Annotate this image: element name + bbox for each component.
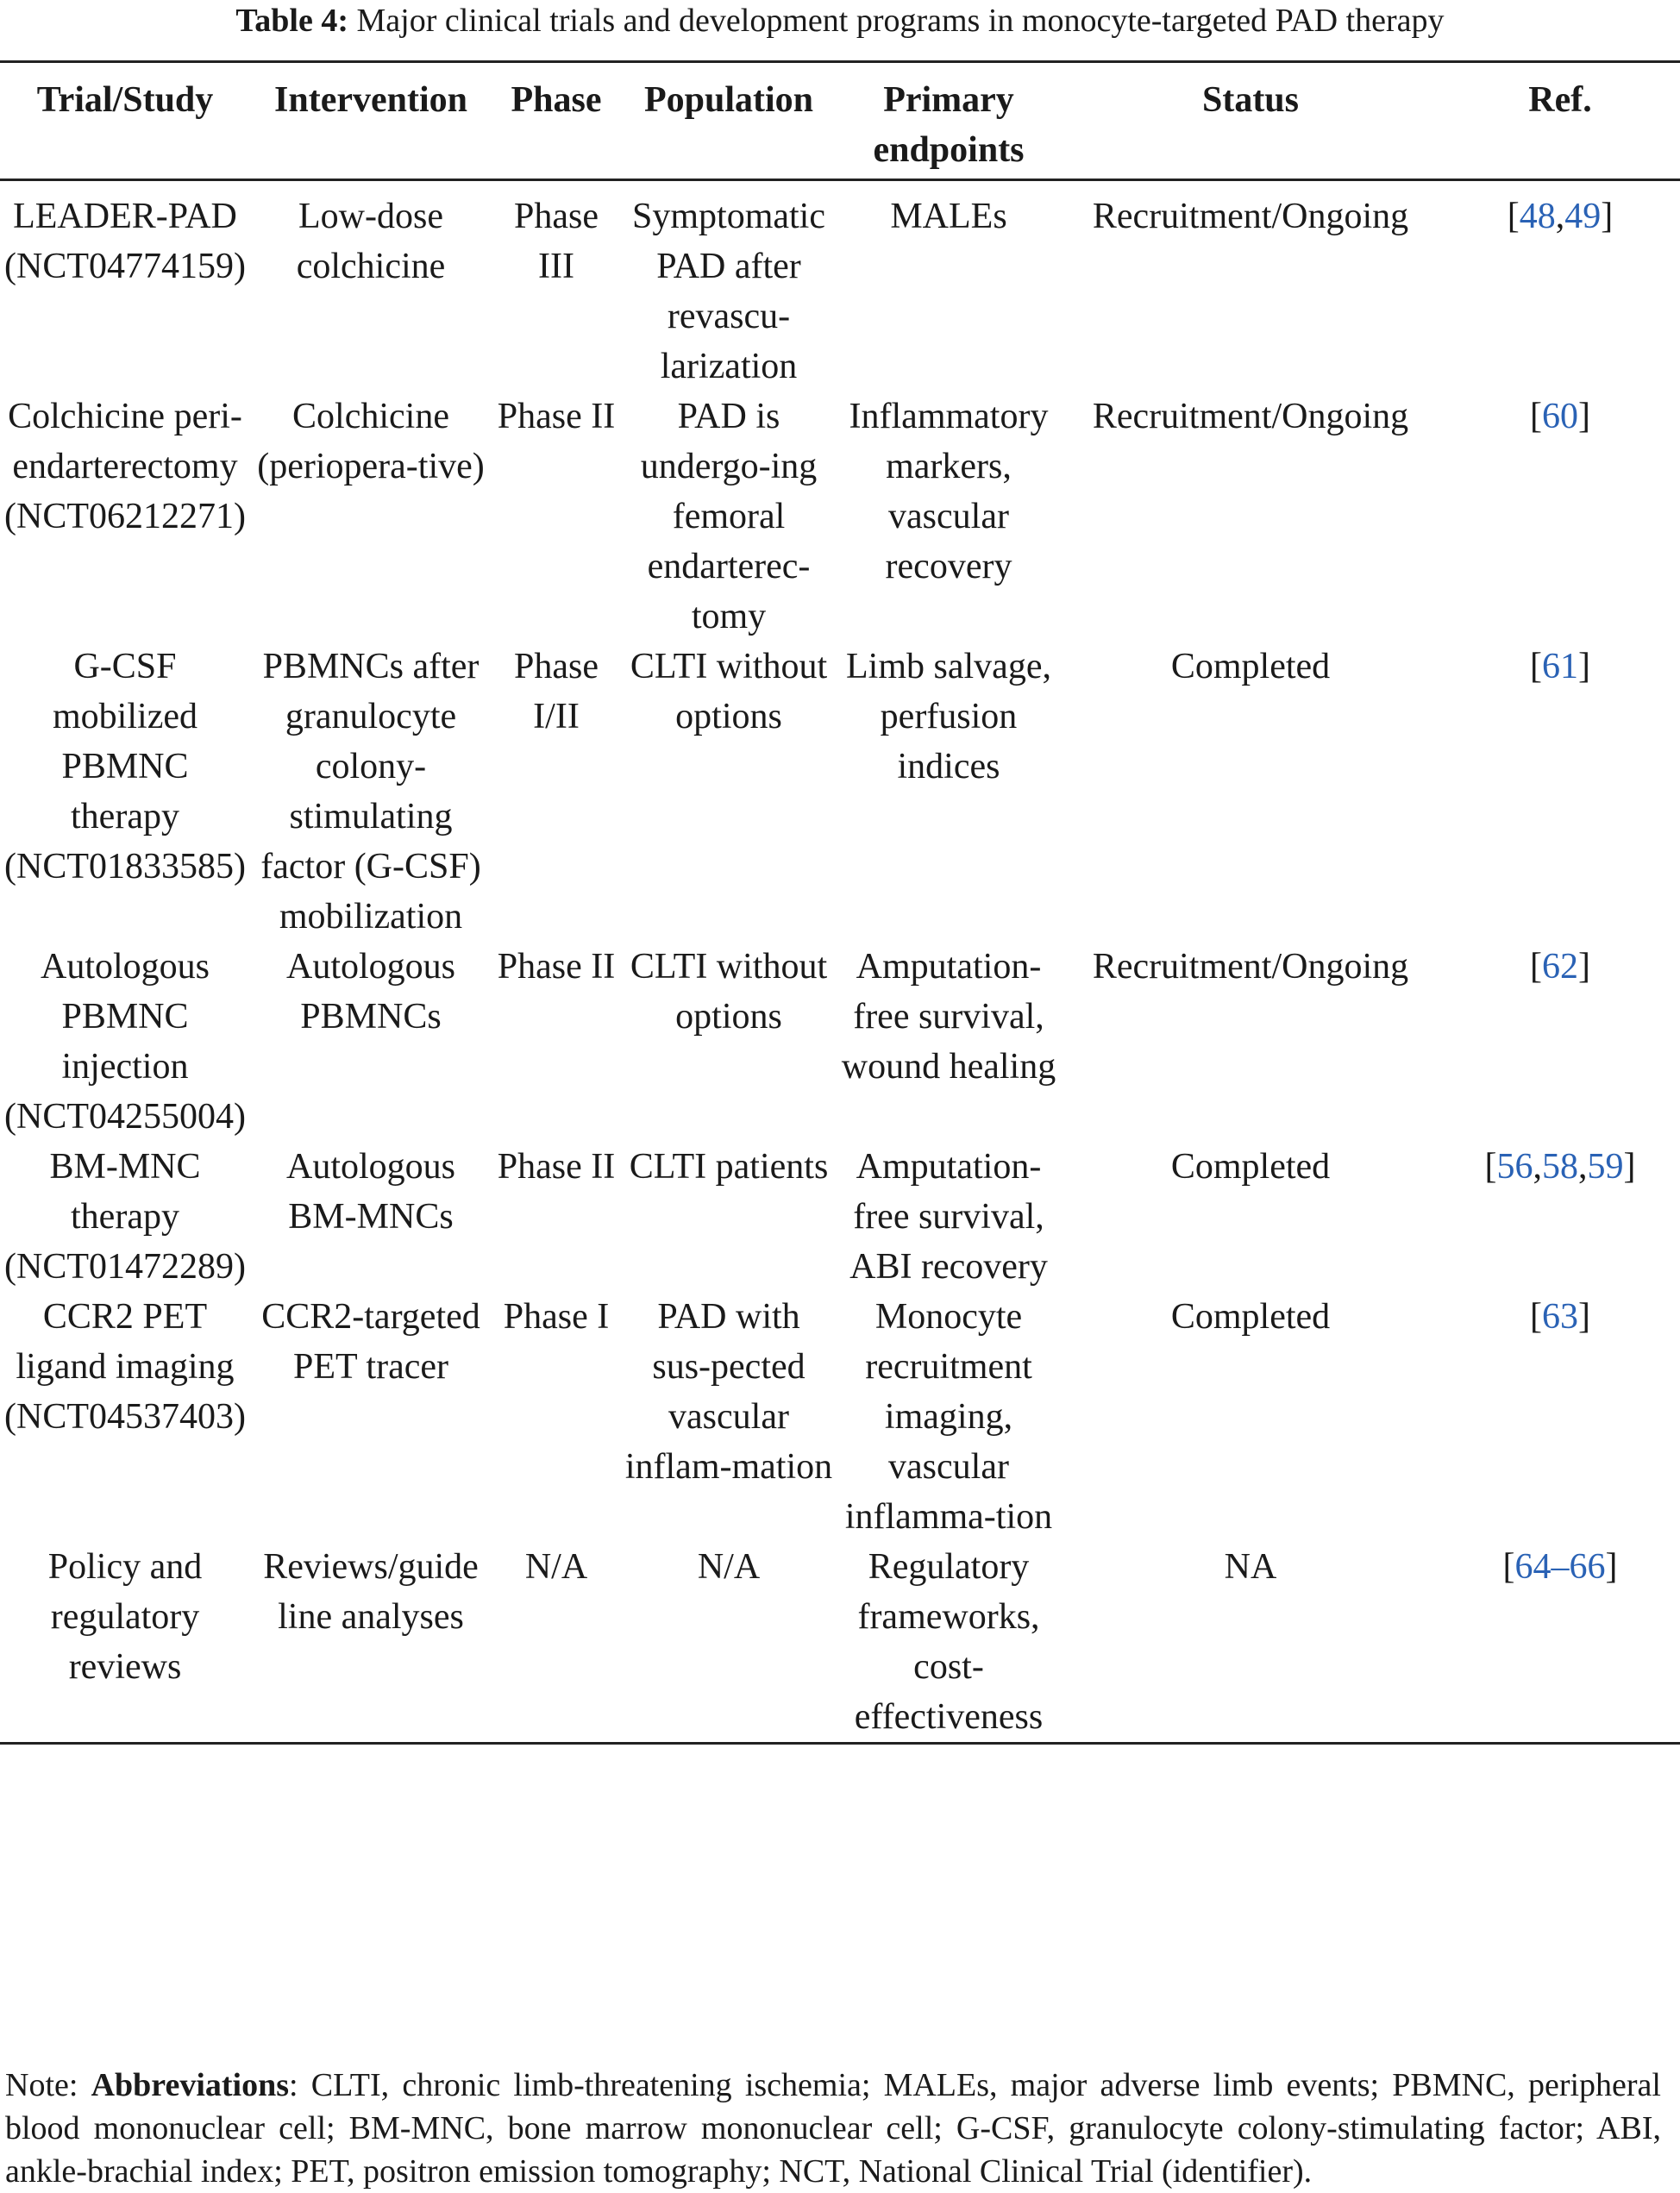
cell-endpoints: Amputation-free survival, wound healing <box>841 947 1056 1087</box>
table-row <box>0 1292 1680 1542</box>
cell-status: Completed <box>1170 647 1331 686</box>
note-text: : CLTI, chronic limb-threatening ischemia; MALEs, major adverse limb events; PBMNC, peripheral blood mononuclear cell; BM-MNC, bone marrow mononuclear cell; G-CSF, granulocyte colony-stimulating factor; ABI, ankle-brachial index; PET, positron emission tomography; NCT, National Clinical Trial (identifier). <box>5 2067 1661 2190</box>
cell-endpoints: Amputation-free survival, ABI recovery <box>849 1147 1048 1287</box>
ref-link[interactable]: 58 <box>1542 1147 1578 1187</box>
ref-link[interactable]: 63 <box>1542 1297 1578 1337</box>
ref-bracket-close: ] <box>1578 397 1590 436</box>
cell-trial: Colchicine peri-endarterectomy (NCT06212271) <box>4 397 246 536</box>
ref-bracket-open: [ <box>1530 397 1542 436</box>
cell-ref <box>1440 1142 1680 1292</box>
header-ref: Ref. <box>1528 80 1592 120</box>
ref-link[interactable]: 62 <box>1542 947 1578 987</box>
ref-link[interactable]: 56 <box>1496 1147 1533 1187</box>
cell-trial: CCR2 PET ligand imaging (NCT04537403) <box>4 1297 246 1437</box>
cell-population: PAD is undergo-ing femoral endarterec-tomy <box>640 397 818 636</box>
ref-separator: , <box>1533 1147 1542 1187</box>
cell-trial: BM-MNC therapy (NCT01472289) <box>4 1147 246 1287</box>
cell-intervention: Low-dose colchicine <box>296 197 446 286</box>
cell-ref <box>1440 1542 1680 1744</box>
table-caption-label: Table 4: <box>235 3 348 39</box>
cell-intervention: Autologous BM-MNCs <box>285 1147 455 1237</box>
cell-phase: Phase I <box>503 1297 610 1337</box>
cell-ref <box>1440 942 1680 1142</box>
cell-population: N/A <box>697 1547 761 1587</box>
cell-endpoints: Monocyte recruitment imaging, vascular inflamma-tion <box>844 1297 1053 1537</box>
cell-phase: N/A <box>524 1547 588 1587</box>
note-prefix: Note: <box>5 2067 91 2103</box>
cell-intervention: CCR2-targeted PET tracer <box>261 1297 480 1387</box>
cell-endpoints: MALEs <box>890 197 1007 236</box>
cell-endpoints: Inflammatory markers, vascular recovery <box>849 397 1049 586</box>
ref-bracket-open: [ <box>1502 1547 1515 1587</box>
ref-link[interactable]: 49 <box>1564 197 1602 236</box>
table-body <box>0 180 1680 1744</box>
trials-table <box>0 60 1680 1745</box>
ref-bracket-open: [ <box>1484 1147 1497 1187</box>
table-header-row <box>0 62 1680 180</box>
header-endpoints: Primary endpoints <box>873 80 1025 170</box>
cell-intervention: Colchicine (periopera-tive) <box>257 397 485 486</box>
cell-status: Recruitment/Ongoing <box>1092 397 1409 436</box>
header-trial: Trial/Study <box>36 80 214 120</box>
cell-phase: Phase II <box>497 1147 616 1187</box>
ref-bracket-close: ] <box>1623 1147 1636 1187</box>
ref-bracket-close: ] <box>1578 1297 1590 1337</box>
cell-trial: Autologous PBMNC injection (NCT04255004) <box>4 947 246 1137</box>
cell-population: CLTI without options <box>630 647 828 736</box>
ref-link[interactable]: 59 <box>1587 1147 1624 1187</box>
cell-phase: Phase II <box>497 397 616 436</box>
ref-link[interactable]: 48 <box>1519 197 1556 236</box>
cell-status: NA <box>1224 1547 1277 1587</box>
cell-endpoints: Limb salvage, perfusion indices <box>846 647 1051 786</box>
cell-intervention: Reviews/guide line analyses <box>263 1547 479 1637</box>
ref-bracket-close: ] <box>1605 1547 1618 1587</box>
cell-trial: Policy and regulatory reviews <box>47 1547 203 1687</box>
ref-bracket-open: [ <box>1507 197 1520 236</box>
table-row <box>0 642 1680 942</box>
cell-population: Symptomatic PAD after revascu-larization <box>632 197 825 386</box>
cell-status: Completed <box>1170 1297 1331 1337</box>
ref-separator: , <box>1555 197 1565 236</box>
header-intervention: Intervention <box>274 80 467 120</box>
ref-bracket-open: [ <box>1530 947 1542 987</box>
cell-population: CLTI patients <box>629 1147 829 1187</box>
cell-trial: LEADER-PAD (NCT04774159) <box>4 197 246 286</box>
ref-bracket-close: ] <box>1601 197 1614 236</box>
cell-status: Completed <box>1170 1147 1331 1187</box>
trials-table-wrapper <box>0 60 1680 1745</box>
ref-bracket-close: ] <box>1578 947 1590 987</box>
cell-ref <box>1440 1292 1680 1542</box>
cell-intervention: Autologous PBMNCs <box>285 947 455 1037</box>
table-row <box>0 1542 1680 1744</box>
cell-phase: Phase III <box>514 197 599 286</box>
ref-bracket-close: ] <box>1578 647 1590 686</box>
cell-population: CLTI without options <box>630 947 828 1037</box>
table-note <box>5 2064 1661 2193</box>
table-row <box>0 180 1680 392</box>
cell-phase: Phase I/II <box>514 647 599 736</box>
table-row <box>0 392 1680 642</box>
cell-intervention: PBMNCs after granulocyte colony-stimulating factor (G-CSF) mobilization <box>260 647 481 937</box>
cell-ref <box>1440 392 1680 642</box>
table-caption <box>0 0 1680 41</box>
ref-link[interactable]: 64–66 <box>1514 1547 1606 1587</box>
cell-ref <box>1440 180 1680 392</box>
ref-link[interactable]: 60 <box>1542 397 1578 436</box>
ref-link[interactable]: 61 <box>1542 647 1578 686</box>
header-phase: Phase <box>511 80 602 120</box>
cell-endpoints: Regulatory frameworks, cost-effectiveness <box>854 1547 1044 1737</box>
header-population: Population <box>643 80 814 120</box>
note-label: Abbreviations <box>91 2067 290 2103</box>
table-row <box>0 1142 1680 1292</box>
cell-trial: G-CSF mobilized PBMNC therapy (NCT01833585) <box>4 647 246 887</box>
cell-status: Recruitment/Ongoing <box>1092 197 1409 236</box>
cell-ref <box>1440 642 1680 942</box>
table-caption-text: Major clinical trials and development programs in monocyte-targeted PAD therapy <box>356 3 1445 39</box>
cell-status: Recruitment/Ongoing <box>1092 947 1409 987</box>
table-row <box>0 942 1680 1142</box>
ref-separator: , <box>1578 1147 1588 1187</box>
ref-bracket-open: [ <box>1530 1297 1542 1337</box>
cell-population: PAD with sus-pected vascular inflam-mation <box>624 1297 833 1487</box>
ref-bracket-open: [ <box>1530 647 1542 686</box>
header-status: Status <box>1201 80 1300 120</box>
cell-phase: Phase II <box>497 947 616 987</box>
